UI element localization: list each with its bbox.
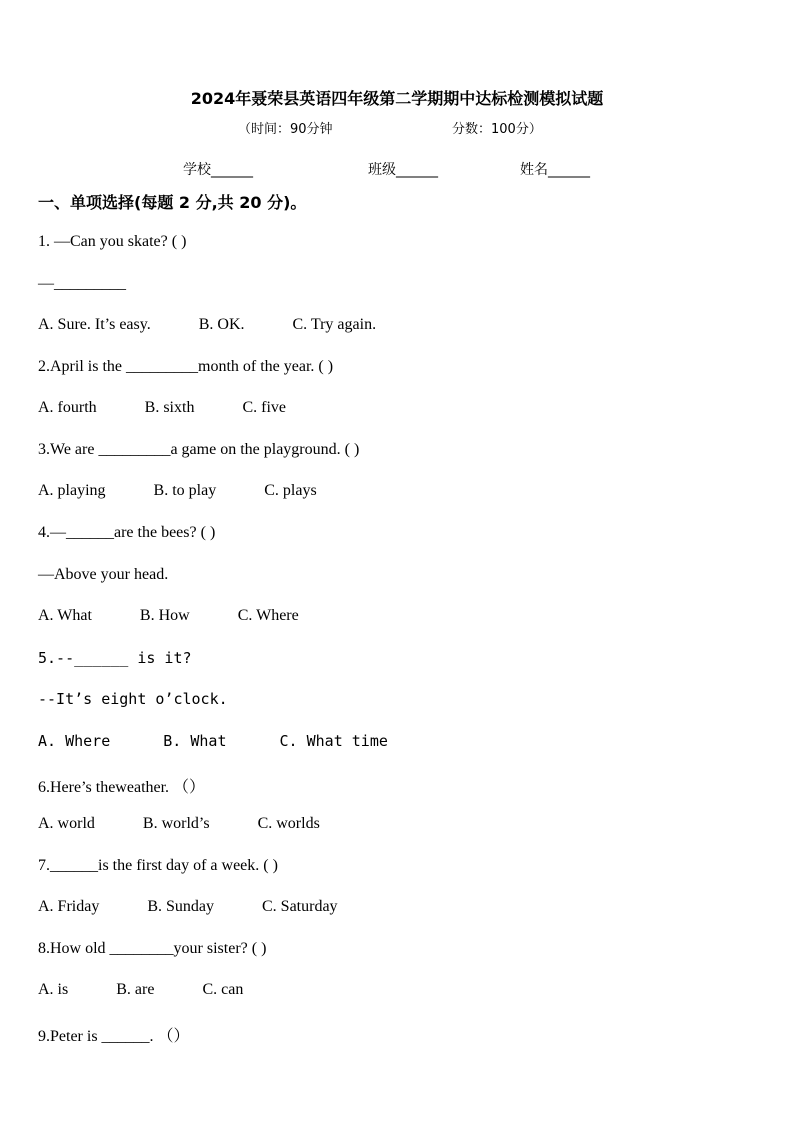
class-field[interactable]: 班级______ [368, 162, 438, 178]
question-1-answer-line: —_________ [38, 275, 126, 292]
question-2-stem: 2.April is the _________month of the year. ( ) [38, 358, 334, 375]
question-9-stem: 9.Peter is ______. （） [38, 1028, 190, 1045]
exam-time: （时间：90分钟 [238, 122, 333, 137]
option-c[interactable]: C. worlds [257, 815, 320, 832]
option-c[interactable]: C. What time [279, 732, 388, 750]
option-b[interactable]: B. to play [153, 482, 217, 499]
question-3-stem: 3.We are _________a game on the playground. ( ) [38, 441, 360, 458]
option-b[interactable]: B. Sunday [147, 898, 214, 915]
question-4-answer-line: —Above your head. [38, 566, 169, 583]
option-a[interactable]: A. is [38, 981, 69, 998]
option-b[interactable]: B. are [116, 981, 155, 998]
option-b[interactable]: B. How [139, 607, 190, 624]
question-7-options [38, 898, 338, 916]
option-a[interactable]: A. Sure. It’s easy. [38, 316, 151, 333]
option-b[interactable]: B. What [163, 732, 227, 750]
option-c[interactable]: C. Saturday [262, 898, 338, 915]
question-1-options [38, 316, 376, 334]
question-3-options [38, 482, 317, 500]
question-6-options [38, 815, 320, 833]
name-field[interactable]: 姓名______ [520, 162, 590, 178]
option-a[interactable]: A. Friday [38, 898, 100, 915]
option-b[interactable]: B. OK. [198, 316, 245, 333]
exam-title: 2024年聂荣县英语四年级第二学期期中达标检测模拟试题 [190, 89, 604, 108]
school-field[interactable]: 学校______ [183, 162, 253, 178]
question-5-options [38, 732, 388, 750]
question-8-options [38, 981, 243, 999]
question-5-stem: 5.--______ is it? [38, 649, 192, 667]
question-7-stem: 7.______is the first day of a week. ( ) [38, 857, 278, 874]
option-a[interactable]: A. Where [38, 732, 111, 750]
option-a[interactable]: A. world [38, 815, 95, 832]
question-5-answer-line: --It’s eight o’clock. [38, 690, 228, 708]
question-2-options [38, 399, 286, 417]
option-c[interactable]: C. can [202, 981, 244, 998]
option-a[interactable]: A. What [38, 607, 92, 624]
section-title: 一、单项选择(每题 2 分,共 20 分)。 [38, 193, 307, 212]
option-b[interactable]: B. world’s [142, 815, 210, 832]
question-6-stem: 6.Here’s theweather. （） [38, 779, 206, 796]
option-c[interactable]: C. plays [264, 482, 317, 499]
question-1-stem: 1. —Can you skate? ( ) [38, 233, 187, 250]
option-c[interactable]: C. Try again. [292, 316, 377, 333]
question-4-stem: 4.—______are the bees? ( ) [38, 524, 216, 541]
option-a[interactable]: A. playing [38, 482, 106, 499]
option-c[interactable]: C. Where [237, 607, 299, 624]
option-b[interactable]: B. sixth [144, 399, 195, 416]
question-8-stem: 8.How old ________your sister? ( ) [38, 940, 267, 957]
option-a[interactable]: A. fourth [38, 399, 97, 416]
exam-score: 分数：100分） [452, 122, 542, 137]
question-4-options [38, 607, 299, 625]
option-c[interactable]: C. five [242, 399, 286, 416]
